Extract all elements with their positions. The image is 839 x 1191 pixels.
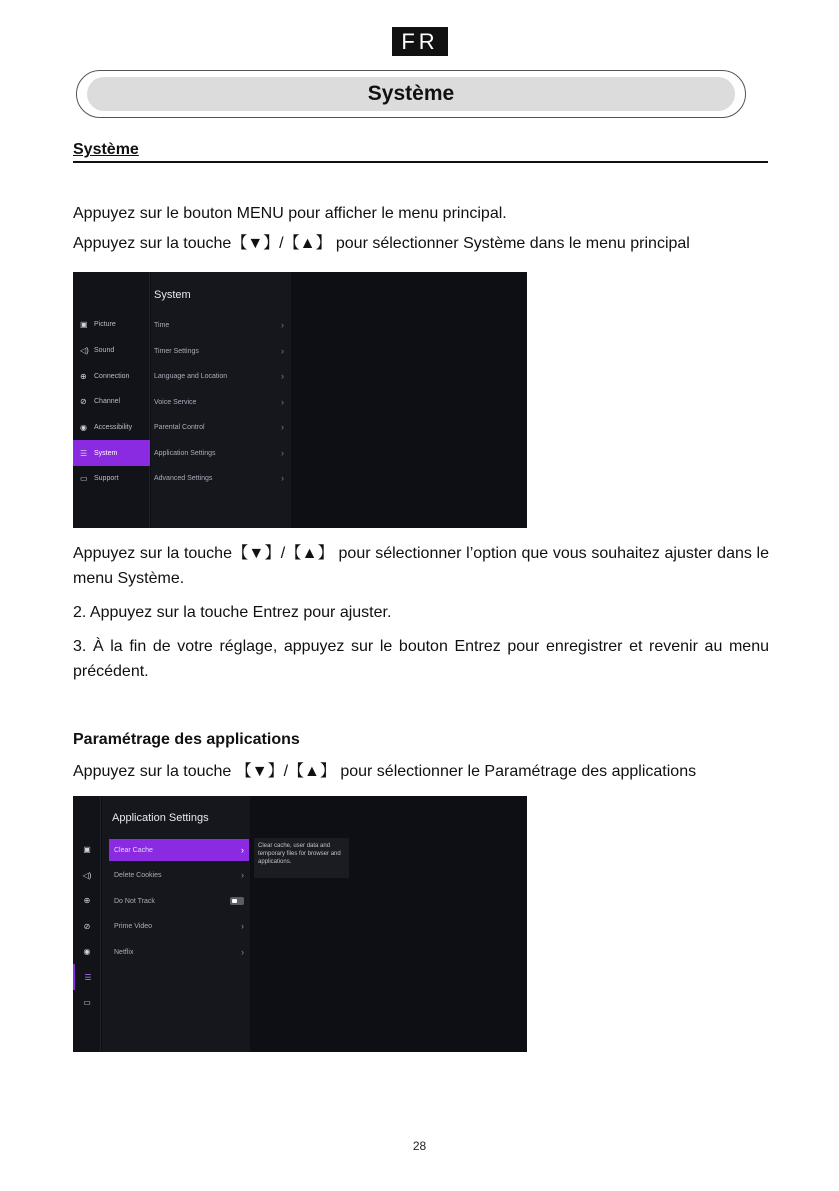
tv-app-settings-panel xyxy=(102,796,250,1052)
menu-row-advanced-settings xyxy=(154,465,284,491)
menu-row-parental-control xyxy=(154,414,284,440)
menu-row-time xyxy=(154,312,284,338)
instruction-select-system: Appuyez sur la touche【▼】/【▲】 pour sélectionner Système dans le menu principal xyxy=(73,235,690,252)
menu-row-do-not-track xyxy=(109,890,249,912)
menu-row-clear-cache xyxy=(109,839,249,861)
chevron-right-icon: › xyxy=(281,397,284,407)
sidebar-item-label: System xyxy=(94,449,118,457)
globe-icon: ⊕ xyxy=(83,895,91,905)
section-heading: Système xyxy=(73,141,768,163)
instruction-select-option: Appuyez sur la touche【▼】/【▲】 pour sélectionner l’option que vous souhaitez ajuster dans le menu Système. xyxy=(73,545,769,587)
menu-row-application-settings xyxy=(154,440,284,466)
tv-system-panel xyxy=(151,272,291,528)
row-label: Do Not Track xyxy=(114,897,155,905)
menu-row-timer-settings xyxy=(154,338,284,364)
channel-icon: ⊘ xyxy=(80,396,87,406)
title-banner xyxy=(76,70,746,118)
sidebar-item-channel xyxy=(73,388,150,414)
tv-sidebar xyxy=(73,272,150,528)
sidebar-item-support xyxy=(73,465,150,491)
support-icon: ▭ xyxy=(80,473,88,483)
tv-sidebar-collapsed xyxy=(73,796,101,1052)
menu-row-language-location xyxy=(154,363,284,389)
chevron-right-icon: › xyxy=(241,845,244,855)
sidebar-item-label: Picture xyxy=(94,320,116,328)
sidebar-item-sound xyxy=(73,337,150,363)
menu-row-netflix xyxy=(109,941,249,963)
chevron-right-icon: › xyxy=(241,921,244,931)
sidebar-item-accessibility xyxy=(73,414,150,440)
chevron-right-icon: › xyxy=(241,947,244,957)
sidebar-item-label: Channel xyxy=(94,397,121,405)
chevron-right-icon: › xyxy=(281,473,284,483)
sidebar-item-label: Accessibility xyxy=(94,423,133,431)
sidebar-item-label: Sound xyxy=(94,346,115,354)
system-icon: ☰ xyxy=(73,964,101,990)
instruction-select-app-settings: Appuyez sur la touche 【▼】/【▲】 pour sélectionner le Paramétrage des applications xyxy=(73,763,697,780)
globe-icon: ⊕ xyxy=(80,371,87,381)
language-badge: FR xyxy=(392,27,448,56)
instruction-step-2: 2. Appuyez sur la touche Entrez pour ajuster. xyxy=(73,604,392,621)
row-label: Time xyxy=(154,321,170,329)
sidebar-item-picture xyxy=(73,311,150,337)
page-number: 28 xyxy=(412,1139,427,1153)
chevron-right-icon: › xyxy=(281,371,284,381)
support-icon: ▭ xyxy=(83,997,91,1007)
panel-title: System xyxy=(154,289,191,301)
instruction-step-3: 3. À la fin de votre réglage, appuyez sur le bouton Entrez pour enregistrer et revenir au menu précédent. xyxy=(73,638,769,680)
app-settings-screenshot xyxy=(73,796,527,1052)
picture-icon: ▣ xyxy=(83,844,91,854)
menu-row-voice-service xyxy=(154,389,284,415)
system-menu-screenshot xyxy=(73,272,527,528)
chevron-right-icon: › xyxy=(281,422,284,432)
panel-title: Application Settings xyxy=(112,812,209,824)
chevron-right-icon: › xyxy=(281,320,284,330)
sidebar-item-label: Connection xyxy=(94,372,130,380)
row-label: Voice Service xyxy=(154,398,197,406)
instruction-menu: Appuyez sur le bouton MENU pour afficher le menu principal. xyxy=(73,205,507,222)
sound-icon: ◁) xyxy=(80,345,89,355)
toggle-switch xyxy=(230,897,244,905)
accessibility-icon: ◉ xyxy=(80,422,87,432)
row-label: Parental Control xyxy=(154,423,205,431)
row-label: Advanced Settings xyxy=(154,474,213,482)
row-label: Clear Cache xyxy=(114,846,153,854)
sound-icon: ◁) xyxy=(82,870,92,880)
chevron-right-icon: › xyxy=(281,346,284,356)
picture-icon: ▣ xyxy=(80,319,88,329)
row-label: Application Settings xyxy=(154,449,216,457)
system-icon: ☰ xyxy=(80,448,88,458)
banner-title: Système xyxy=(87,77,735,111)
row-label: Timer Settings xyxy=(154,347,199,355)
sub-heading-app-settings: Paramétrage des applications xyxy=(73,731,300,748)
option-description: Clear cache, user data and temporary files for browser and applications. xyxy=(254,838,349,878)
row-label: Delete Cookies xyxy=(114,871,162,879)
chevron-right-icon: › xyxy=(241,870,244,880)
chevron-right-icon: › xyxy=(281,448,284,458)
row-label: Language and Location xyxy=(154,372,228,380)
sidebar-item-label: Support xyxy=(94,474,119,482)
channel-icon: ⊘ xyxy=(83,921,91,931)
sidebar-item-system xyxy=(73,440,150,466)
accessibility-icon: ◉ xyxy=(83,946,91,956)
sidebar-item-connection xyxy=(73,363,150,389)
row-label: Netflix xyxy=(114,948,134,956)
menu-row-delete-cookies xyxy=(109,864,249,886)
menu-row-prime-video xyxy=(109,915,249,937)
row-label: Prime Video xyxy=(114,922,153,930)
